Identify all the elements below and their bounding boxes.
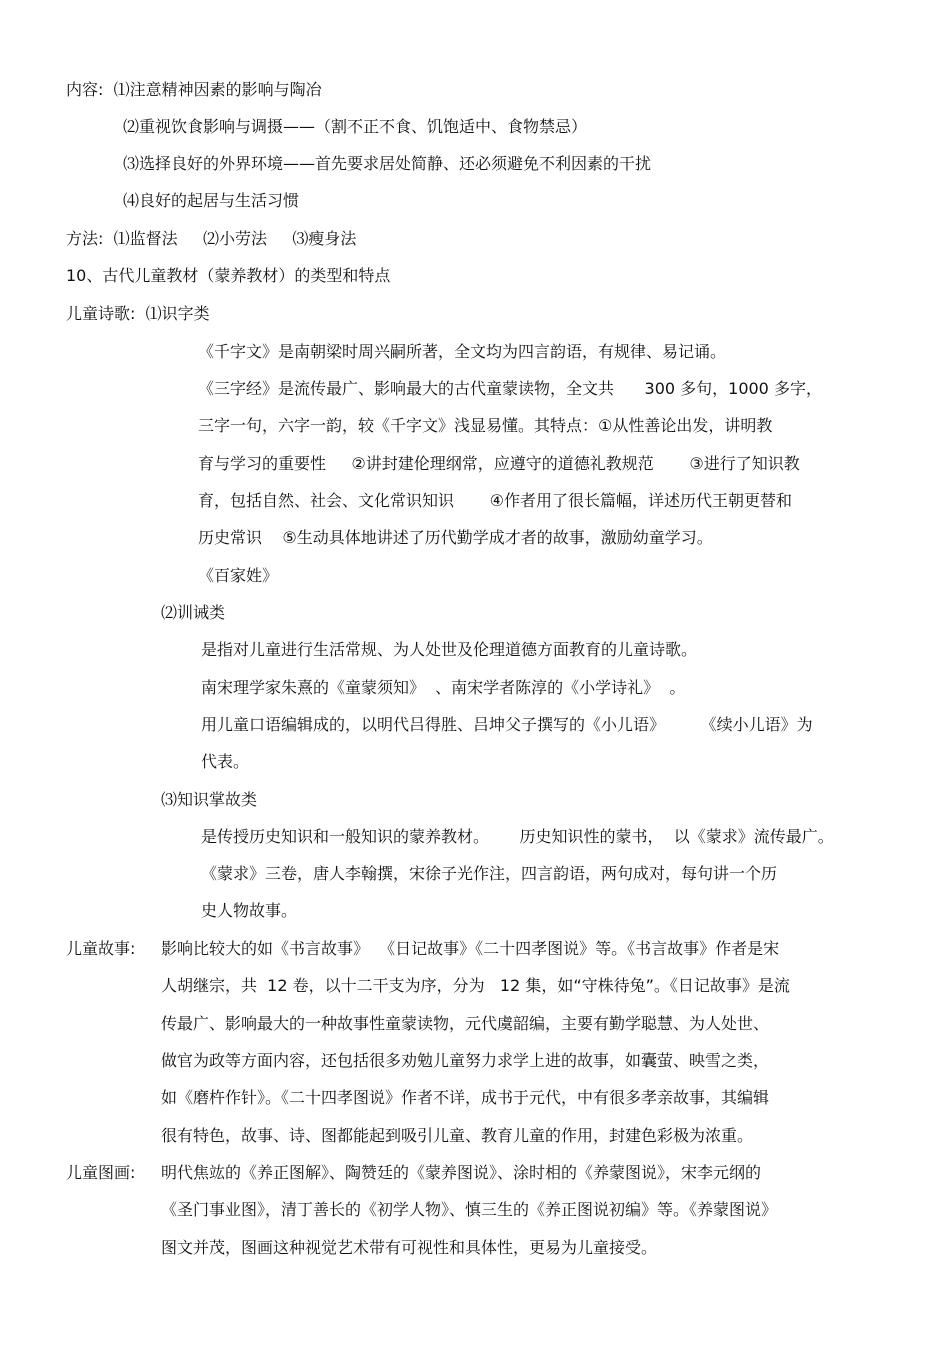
text-line: 方法: ⑴监督法 ⑵小劳法 ⑶瘦身法 bbox=[66, 229, 357, 248]
text-line: ⑵训诫类 bbox=[161, 603, 226, 622]
text-line: 是指对儿童进行生活常规、为人处世及伦理道德方面教育的儿童诗歌。 bbox=[201, 640, 698, 659]
text-line: 历史常识 ⑤生动具体地讲述了历代勤学成才者的故事，激励幼童学习。 bbox=[198, 528, 713, 547]
text-line: 人胡继宗，共 12 卷，以十二干支为序，分为 12 集，如“守株待兔”。《日记故事》是流 bbox=[161, 976, 790, 995]
text-line: ⑵重视饮食影响与调摄——（割不正不食、饥饱适中、食物禁忌） bbox=[123, 117, 588, 136]
text-line: 南宋理学家朱熹的《童蒙须知》 、南宋学者陈淳的《小学诗礼》 。 bbox=[201, 678, 686, 697]
text-line: 是传授历史知识和一般知识的蒙养教材。 历史知识性的蒙书， 以《蒙求》流传最广。 bbox=[201, 827, 834, 846]
text-line: 很有特色，故事、诗、图都能起到吸引儿童、教育儿童的作用，封建色彩极为浓重。 bbox=[161, 1126, 754, 1145]
section-heading: 10、古代儿童教材（蒙养教材）的类型和特点 bbox=[66, 266, 391, 285]
text-line: 用儿童口语编辑成的，以明代吕得胜、吕坤父子撰写的《小儿语》 《续小儿语》为 bbox=[201, 715, 813, 734]
text-line: 影响比较大的如《书言故事》 《日记故事》《二十四孝图说》等。《书言故事》作者是宋 bbox=[161, 939, 780, 958]
text-line: 代表。 bbox=[201, 752, 250, 771]
text-line: 《三字经》是流传最广、影响最大的古代童蒙读物，全文共 300 多句，1000 多字， bbox=[198, 379, 822, 398]
text-line: 做官为政等方面内容，还包括很多劝勉儿童努力求学上进的故事，如囊萤、映雪之类， bbox=[161, 1051, 770, 1070]
text-line: 史人物故事。 bbox=[201, 901, 298, 920]
text-line: 育，包括自然、社会、文化常识知识 ④作者用了很长篇幅，详述历代王朝更替和 bbox=[198, 491, 792, 510]
text-line: 三字一句，六字一韵，较《千字文》浅显易懂。其特点：①从性善论出发，讲明教 bbox=[198, 416, 773, 435]
text-line: 育与学习的重要性 ②讲封建伦理纲常，应遵守的道德礼教规范 ③进行了知识教 bbox=[198, 454, 800, 473]
text-line: 《千字文》是南朝梁时周兴嗣所著，全文均为四言韵语，有规律、易记诵。 bbox=[198, 342, 727, 361]
text-line: 儿童诗歌: ⑴识字类 bbox=[66, 304, 210, 323]
text-line: 《圣门事业图》，清丁善长的《初学人物》、慎三生的《养正图说初编》等。《养蒙图说》 bbox=[161, 1200, 778, 1219]
text-line: ⑷良好的起居与生活习惯 bbox=[123, 191, 300, 210]
text-line: 明代焦竑的《养正图解》、陶赞廷的《蒙养图说》、涂时相的《养蒙图说》，宋李元纲的 bbox=[161, 1163, 762, 1182]
text-line: ⑶选择良好的外界环境——首先要求居处简静、还必须避免不利因素的干扰 bbox=[123, 154, 652, 173]
text-line: 《百家姓》 bbox=[198, 566, 279, 585]
text-line: 如《磨杵作针》。《二十四孝图说》作者不详，成书于元代，中有很多孝亲故事，其编辑 bbox=[161, 1088, 770, 1107]
text-line: 图文并茂，图画这种视觉艺术带有可视性和具体性，更易为儿童接受。 bbox=[161, 1238, 658, 1257]
text-line: 儿童故事: bbox=[66, 939, 136, 958]
text-line: ⑶知识掌故类 bbox=[161, 790, 258, 809]
text-line: 传最广、影响最大的一种故事性童蒙读物，元代虞韶编，主要有勤学聪慧、为人处世、 bbox=[161, 1014, 770, 1033]
text-line: 《蒙求》三卷，唐人李翰撰，宋徐子光作注，四言韵语，两句成对，每句讲一个历 bbox=[201, 864, 778, 883]
text-line: 儿童图画: bbox=[66, 1163, 136, 1182]
text-line: 内容: ⑴注意精神因素的影响与陶冶 bbox=[66, 80, 322, 99]
